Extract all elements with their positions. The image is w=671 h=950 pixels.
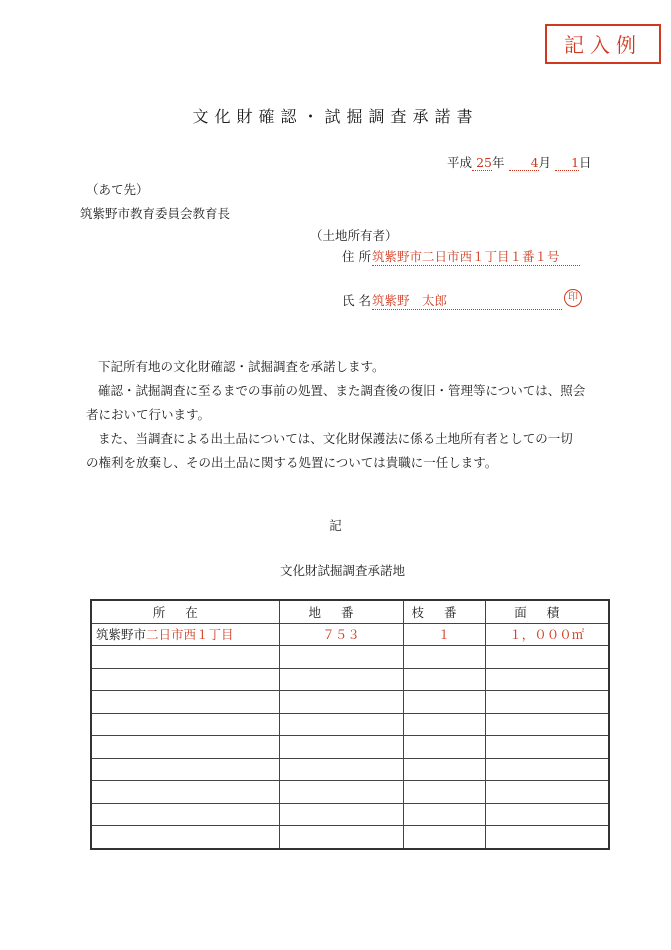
- table-cell-empty: [403, 713, 485, 736]
- date-year: 25: [472, 155, 492, 171]
- addressee: 筑紫野市教育委員会教育長: [80, 206, 231, 221]
- table-cell-empty: [91, 758, 279, 781]
- table-row-empty: [91, 646, 609, 669]
- date-month: 4: [509, 155, 539, 171]
- table-row-empty: [91, 713, 609, 736]
- table-cell-empty: [279, 758, 403, 781]
- table-cell-empty: [403, 758, 485, 781]
- table-row-empty: [91, 781, 609, 804]
- table-cell-empty: [485, 668, 609, 691]
- table-cell-empty: [485, 758, 609, 781]
- table-header-row: [91, 600, 609, 623]
- table-cell-empty: [91, 736, 279, 759]
- table-cell-empty: [279, 736, 403, 759]
- table-cell-empty: [279, 691, 403, 714]
- cell-edaban: １: [403, 623, 485, 646]
- table-row-empty: [91, 668, 609, 691]
- cell-area: １，０００㎡: [485, 623, 609, 646]
- table-row: [91, 623, 609, 646]
- table-cell-empty: [279, 646, 403, 669]
- table-title: 文化財試掘調査承諾地: [279, 563, 405, 578]
- paragraph-1: 下記所有地の文化財確認・試掘調査を承諾します。: [98, 359, 385, 374]
- date-day: 1: [555, 155, 579, 171]
- table-cell-empty: [403, 826, 485, 849]
- cell-location: [91, 623, 279, 646]
- table-cell-empty: [485, 736, 609, 759]
- table-cell-empty: [485, 781, 609, 804]
- table-row-empty: [91, 826, 609, 849]
- addressee-label: （あて先）: [86, 182, 149, 197]
- table-cell-empty: [403, 646, 485, 669]
- header-location: 所在: [91, 600, 279, 623]
- table-cell-empty: [279, 803, 403, 826]
- table-cell-empty: [91, 646, 279, 669]
- table-cell-empty: [91, 803, 279, 826]
- table-row-empty: [91, 691, 609, 714]
- name-value: 筑紫野 太郎: [372, 291, 562, 310]
- table-cell-empty: [279, 781, 403, 804]
- table-cell-empty: [91, 781, 279, 804]
- table-cell-empty: [279, 668, 403, 691]
- date-month-unit: 月: [538, 155, 552, 170]
- paragraph-3b: の権利を放棄し、その出土品に関する処置については貴職に一任します。: [86, 455, 498, 470]
- table-cell-empty: [403, 736, 485, 759]
- date-line: [447, 153, 592, 171]
- cell-chiban: ７５３: [279, 623, 403, 646]
- address-label: 住 所: [342, 249, 371, 264]
- ki-mark: 記: [329, 518, 342, 533]
- paragraph-3a: また、当調査による出土品については、文化財保護法に係る土地所有者としての一切: [98, 431, 573, 446]
- table-cell-empty: [485, 713, 609, 736]
- table-cell-empty: [279, 826, 403, 849]
- cell-location-district: 二日市西１丁目: [146, 627, 234, 643]
- date-era: 平成: [447, 155, 473, 170]
- table-row-empty: [91, 803, 609, 826]
- body-text: [86, 355, 616, 475]
- header-area: 面積: [485, 600, 609, 623]
- paragraph-2a: 確認・試掘調査に至るまでの事前の処置、また調査後の復旧・管理等については、照会: [98, 383, 586, 398]
- table-cell-empty: [485, 691, 609, 714]
- table-cell-empty: [485, 646, 609, 669]
- table-cell-empty: [403, 803, 485, 826]
- owner-label: （土地所有者）: [310, 228, 398, 243]
- header-chiban: 地番: [279, 600, 403, 623]
- table-row-empty: [91, 736, 609, 759]
- land-table: [90, 599, 610, 850]
- table-cell-empty: [91, 668, 279, 691]
- address-value: 筑紫野市二日市西１丁目１番１号: [372, 247, 580, 266]
- cell-location-city: 筑紫野市: [96, 627, 147, 643]
- table-cell-empty: [485, 826, 609, 849]
- seal-mark: 印: [564, 289, 582, 307]
- table-cell-empty: [91, 713, 279, 736]
- table-cell-empty: [403, 781, 485, 804]
- document-title: 文化財確認・試掘調査承諾書: [192, 107, 479, 126]
- header-edaban: 枝番: [403, 600, 485, 623]
- table-cell-empty: [485, 803, 609, 826]
- table-cell-empty: [279, 713, 403, 736]
- sample-stamp: 記入例: [545, 24, 661, 64]
- name-label: 氏 名: [342, 293, 371, 308]
- paragraph-2b: 者において行います。: [86, 407, 211, 422]
- table-cell-empty: [91, 826, 279, 849]
- table-cell-empty: [91, 691, 279, 714]
- table-row-empty: [91, 758, 609, 781]
- table-cell-empty: [403, 691, 485, 714]
- date-day-unit: 日: [579, 155, 592, 170]
- table-cell-empty: [403, 668, 485, 691]
- date-year-unit: 年: [492, 155, 505, 170]
